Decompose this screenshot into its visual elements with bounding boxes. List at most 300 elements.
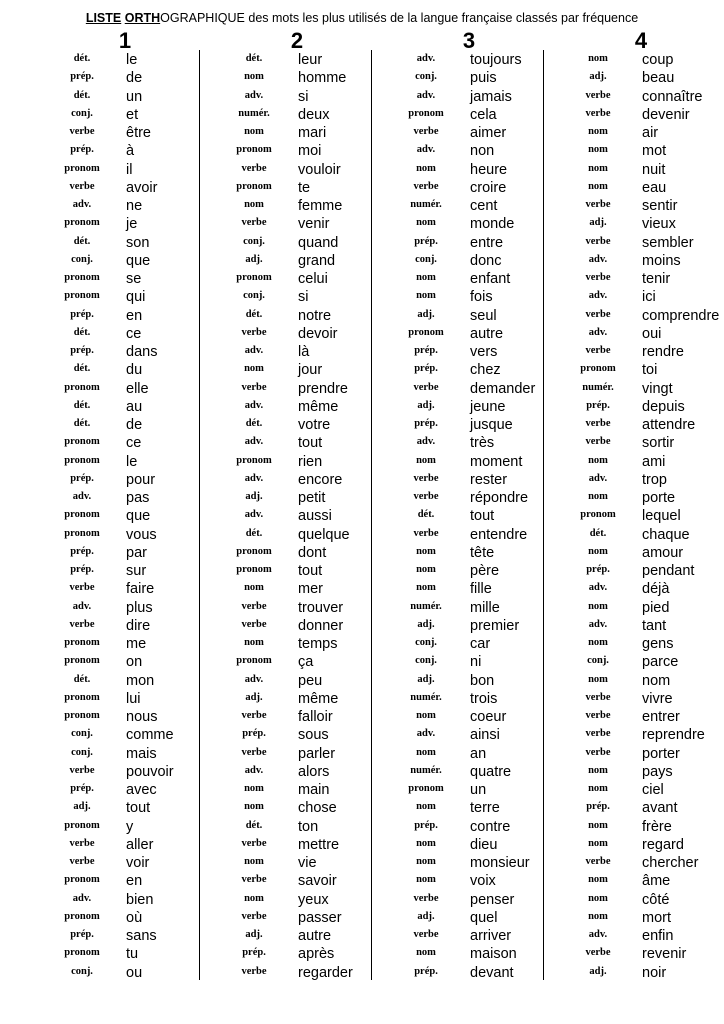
part-of-speech: numér. [410, 600, 442, 612]
word: avant [642, 800, 678, 817]
part-of-speech: dét. [73, 399, 91, 411]
word: avec [126, 782, 157, 798]
word-row [40, 909, 210, 927]
word: venir [298, 216, 330, 233]
word: à [126, 143, 135, 160]
part-of-speech: pronom [64, 290, 100, 302]
part-of-speech: verbe [413, 472, 439, 484]
word-row [40, 325, 210, 343]
word: son [126, 234, 150, 251]
part-of-speech: verbe [69, 856, 95, 867]
part-of-speech: prép. [414, 965, 438, 977]
word: aller [126, 836, 154, 853]
word: même [298, 690, 339, 707]
word: mais [126, 745, 157, 762]
word-row [556, 252, 724, 270]
part-of-speech: dét. [245, 819, 263, 831]
part-of-speech: prép. [242, 728, 266, 740]
word-row [556, 818, 724, 836]
word: nuit [642, 161, 666, 178]
word: mer [298, 581, 323, 598]
part-of-speech: pronom [236, 564, 272, 575]
word-row [212, 799, 382, 817]
part-of-speech: verbe [241, 217, 267, 229]
word-row [40, 380, 210, 398]
word: porter [642, 745, 680, 762]
word: mort [642, 909, 671, 926]
word: entrer [642, 709, 680, 725]
part-of-speech: nom [244, 582, 264, 594]
part-of-speech: prép. [70, 783, 94, 794]
word-row [212, 526, 382, 544]
word-row [40, 599, 210, 617]
word: enfant [470, 271, 511, 287]
word: ni [470, 654, 482, 671]
word-row [212, 708, 382, 726]
part-of-speech: nom [588, 545, 608, 557]
word-row [556, 142, 724, 160]
part-of-speech: nom [416, 837, 436, 849]
word: fois [470, 289, 493, 306]
word: ou [126, 964, 143, 981]
word: que [126, 508, 151, 525]
word: mari [298, 125, 327, 141]
column-divider [543, 50, 544, 980]
word-row [556, 708, 724, 726]
word-row [384, 343, 554, 361]
word-row [556, 854, 724, 872]
word-row [40, 453, 210, 471]
word: lui [126, 690, 141, 707]
part-of-speech: verbe [241, 618, 267, 630]
word: oui [642, 325, 662, 342]
column-divider [199, 50, 200, 980]
part-of-speech: adv. [244, 472, 264, 484]
word-row [556, 635, 724, 653]
word: voix [470, 873, 496, 890]
word: autre [298, 928, 332, 944]
part-of-speech: verbe [585, 345, 611, 356]
part-of-speech: conj. [587, 655, 609, 667]
word-row [556, 288, 724, 306]
part-of-speech: dét. [73, 53, 91, 64]
part-of-speech: prép. [586, 801, 610, 813]
part-of-speech: verbe [585, 199, 611, 210]
word-list [212, 51, 382, 982]
word-row [384, 763, 554, 781]
part-of-speech: conj. [415, 253, 437, 265]
part-of-speech: pronom [408, 107, 444, 119]
word-row [212, 653, 382, 671]
word-row [384, 526, 554, 544]
part-of-speech: pronom [64, 947, 100, 959]
part-of-speech: adv. [588, 326, 608, 338]
title-word-liste: LISTE [85, 11, 122, 25]
word: on [126, 654, 143, 671]
word: parce [642, 654, 679, 671]
word: frère [642, 818, 672, 835]
word: vingt [642, 380, 673, 397]
word-row [384, 51, 554, 69]
word-row [556, 234, 724, 252]
word: pouvoir [126, 763, 174, 780]
part-of-speech: verbe [413, 929, 439, 940]
part-of-speech: prép. [586, 564, 610, 575]
word-row [212, 380, 382, 398]
part-of-speech: verbe [413, 892, 439, 904]
word: entendre [470, 526, 528, 543]
column-number: 4 [634, 28, 648, 53]
part-of-speech: verbe [585, 89, 611, 101]
part-of-speech: adv. [416, 89, 436, 101]
part-of-speech: numér. [410, 764, 442, 776]
part-of-speech: adv. [588, 582, 608, 594]
part-of-speech: conj. [415, 637, 437, 648]
part-of-speech: adv. [416, 728, 436, 740]
word: encore [298, 471, 343, 488]
part-of-speech: verbe [69, 180, 95, 192]
word: le [126, 52, 138, 68]
word: donc [470, 252, 502, 269]
part-of-speech: verbe [413, 381, 439, 393]
part-of-speech: nom [416, 582, 436, 594]
part-of-speech: adv. [244, 345, 264, 356]
word-row [384, 69, 554, 87]
word-row [384, 945, 554, 963]
word-row [556, 416, 724, 434]
part-of-speech: adv. [588, 290, 608, 302]
word-row [212, 325, 382, 343]
part-of-speech: numér. [582, 381, 614, 393]
word: contre [470, 818, 511, 835]
word: terre [470, 800, 500, 817]
word: là [298, 344, 310, 360]
word: faire [126, 581, 155, 598]
word: moment [470, 453, 523, 470]
word-row [212, 544, 382, 562]
word-row [556, 909, 724, 927]
word-row [212, 361, 382, 379]
word: être [126, 125, 151, 141]
part-of-speech: numér. [410, 691, 442, 703]
word: nom [642, 672, 671, 689]
word: ici [642, 289, 656, 306]
part-of-speech: adv. [244, 436, 264, 448]
word: plus [126, 599, 153, 616]
word-row [40, 726, 210, 744]
part-of-speech: nom [244, 637, 264, 648]
word: falloir [298, 709, 333, 725]
part-of-speech: adv. [244, 89, 264, 101]
word-row [212, 288, 382, 306]
part-of-speech: pronom [64, 874, 100, 886]
part-of-speech: pronom [408, 783, 444, 794]
column-number: 2 [290, 28, 304, 53]
word: cent [470, 198, 498, 214]
part-of-speech: adj. [417, 618, 435, 630]
part-of-speech: nom [244, 199, 264, 210]
word-row [40, 398, 210, 416]
part-of-speech: adj. [245, 491, 263, 502]
part-of-speech: nom [244, 892, 264, 904]
word-row [384, 836, 554, 854]
word-row [384, 270, 554, 288]
word-row [556, 507, 724, 525]
word-row [556, 69, 724, 87]
word-row [40, 252, 210, 270]
word: mot [642, 143, 667, 160]
word: dans [126, 344, 158, 360]
part-of-speech: adv. [588, 929, 608, 940]
part-of-speech: adv. [72, 199, 92, 210]
word-row [556, 380, 724, 398]
word-row [556, 179, 724, 197]
word-row [40, 927, 210, 945]
word-row [40, 836, 210, 854]
word-row [556, 617, 724, 635]
word-row [384, 927, 554, 945]
word: ainsi [470, 727, 500, 744]
part-of-speech: conj. [71, 253, 93, 265]
word: enfin [642, 928, 674, 944]
word: même [298, 398, 339, 415]
word-row [40, 270, 210, 288]
word-row [556, 325, 724, 343]
part-of-speech: nom [416, 710, 436, 721]
word: sans [126, 928, 157, 944]
word: chercher [642, 855, 699, 871]
word-row [556, 124, 724, 142]
word-row [212, 307, 382, 325]
word: vers [470, 344, 498, 360]
part-of-speech: numér. [238, 107, 270, 119]
word: yeux [298, 891, 329, 908]
word-row [384, 215, 554, 233]
word-row [40, 88, 210, 106]
word-row [40, 161, 210, 179]
word-row [212, 726, 382, 744]
word-row [40, 708, 210, 726]
word-row [40, 745, 210, 763]
word-row [40, 307, 210, 325]
word-list [556, 51, 724, 982]
word-row [40, 434, 210, 452]
part-of-speech: nom [416, 947, 436, 959]
word-row [556, 964, 724, 982]
part-of-speech: nom [244, 856, 264, 867]
word-row [40, 526, 210, 544]
word-row [384, 653, 554, 671]
word: déjà [642, 581, 670, 598]
part-of-speech: pronom [64, 691, 100, 703]
word: te [298, 179, 311, 196]
word-row [212, 745, 382, 763]
word-row [556, 690, 724, 708]
word: ne [126, 198, 143, 214]
word: attendre [642, 417, 696, 433]
word-row [40, 288, 210, 306]
word-row [212, 179, 382, 197]
part-of-speech: nom [588, 53, 608, 64]
part-of-speech: pronom [64, 710, 100, 721]
part-of-speech: verbe [241, 600, 267, 612]
word: devant [470, 964, 514, 981]
part-of-speech: nom [588, 637, 608, 648]
part-of-speech: conj. [71, 107, 93, 119]
word: sortir [642, 435, 675, 452]
word: vivre [642, 690, 673, 707]
word-row [384, 690, 554, 708]
word-row [556, 799, 724, 817]
word: trouver [298, 599, 344, 616]
word: cela [470, 106, 497, 123]
word-row [40, 51, 210, 69]
part-of-speech: conj. [243, 290, 265, 302]
column-number: 1 [118, 28, 132, 53]
word-row [384, 106, 554, 124]
word: porte [642, 490, 676, 506]
word-row [212, 270, 382, 288]
word: main [298, 782, 330, 798]
word-row [556, 872, 724, 890]
word: tout [298, 435, 323, 452]
word: depuis [642, 398, 685, 415]
word-row [556, 343, 724, 361]
word: croire [470, 179, 507, 196]
word: sembler [642, 234, 694, 251]
word-row [384, 288, 554, 306]
part-of-speech: verbe [413, 126, 439, 137]
word: quel [470, 909, 498, 926]
part-of-speech: conj. [243, 235, 265, 247]
part-of-speech: verbe [241, 965, 267, 977]
word-row [212, 88, 382, 106]
word: tant [642, 617, 667, 634]
word: pour [126, 471, 156, 488]
word: quand [298, 234, 339, 251]
word: ami [642, 453, 666, 470]
word-row [384, 964, 554, 982]
word: femme [298, 198, 343, 214]
word: rendre [642, 344, 684, 360]
word-row [384, 544, 554, 562]
word: dieu [470, 836, 498, 853]
part-of-speech: nom [416, 272, 436, 283]
word: homme [298, 70, 347, 87]
part-of-speech: prép. [70, 929, 94, 940]
part-of-speech: prép. [242, 947, 266, 959]
word: penser [470, 891, 515, 908]
word: reprendre [642, 727, 705, 744]
part-of-speech: nom [244, 363, 264, 375]
word: mon [126, 672, 155, 689]
word-row [212, 964, 382, 982]
word: entre [470, 234, 504, 251]
part-of-speech: nom [416, 801, 436, 813]
word: beau [642, 70, 675, 87]
part-of-speech: dét. [245, 527, 263, 539]
part-of-speech: adj. [589, 217, 607, 229]
part-of-speech: dét. [245, 418, 263, 429]
word: revenir [642, 946, 687, 963]
part-of-speech: conj. [71, 728, 93, 740]
word: non [470, 143, 495, 160]
word: après [298, 946, 335, 963]
part-of-speech: nom [416, 564, 436, 575]
word: heure [470, 161, 508, 178]
word: notre [298, 307, 332, 324]
word-row [556, 745, 724, 763]
part-of-speech: pronom [580, 509, 616, 521]
part-of-speech: adv. [244, 509, 264, 521]
word: chose [298, 800, 337, 817]
word-row [212, 51, 382, 69]
word-row [384, 672, 554, 690]
part-of-speech: nom [588, 600, 608, 612]
part-of-speech: adj. [589, 965, 607, 977]
word: donner [298, 617, 344, 634]
word-row [384, 617, 554, 635]
part-of-speech: adv. [72, 491, 92, 502]
part-of-speech: nom [588, 491, 608, 502]
word-row [556, 307, 724, 325]
word: avoir [126, 179, 158, 196]
word-row [556, 161, 724, 179]
word-row [212, 343, 382, 361]
word-row [40, 818, 210, 836]
word-row [212, 142, 382, 160]
word-row [212, 197, 382, 215]
word: ça [298, 654, 314, 671]
word: fille [470, 581, 492, 598]
part-of-speech: verbe [585, 746, 611, 758]
word: répondre [470, 490, 529, 506]
word: vie [298, 855, 317, 871]
part-of-speech: verbe [585, 107, 611, 119]
word-row [556, 945, 724, 963]
part-of-speech: nom [244, 801, 264, 813]
word: monsieur [470, 855, 530, 871]
word: et [126, 106, 139, 123]
word: tout [470, 508, 495, 525]
word-row [40, 544, 210, 562]
word: au [126, 398, 143, 415]
word: petit [298, 490, 326, 506]
part-of-speech: pronom [64, 637, 100, 648]
part-of-speech: pronom [236, 180, 272, 192]
part-of-speech: conj. [71, 746, 93, 758]
word-row [556, 580, 724, 598]
word-row [384, 307, 554, 325]
part-of-speech: adv. [244, 764, 264, 776]
word-row [212, 234, 382, 252]
part-of-speech: dét. [73, 235, 91, 247]
word-row [212, 617, 382, 635]
part-of-speech: nom [416, 746, 436, 758]
word-row [384, 909, 554, 927]
part-of-speech: adj. [73, 801, 91, 813]
word: passer [298, 909, 342, 926]
part-of-speech: verbe [69, 582, 95, 594]
word: père [470, 563, 500, 579]
word-row [212, 580, 382, 598]
word-row [40, 142, 210, 160]
part-of-speech: nom [416, 162, 436, 174]
word: du [126, 362, 143, 379]
word: comprendre [642, 307, 720, 324]
part-of-speech: prép. [414, 819, 438, 831]
word: votre [298, 417, 331, 433]
